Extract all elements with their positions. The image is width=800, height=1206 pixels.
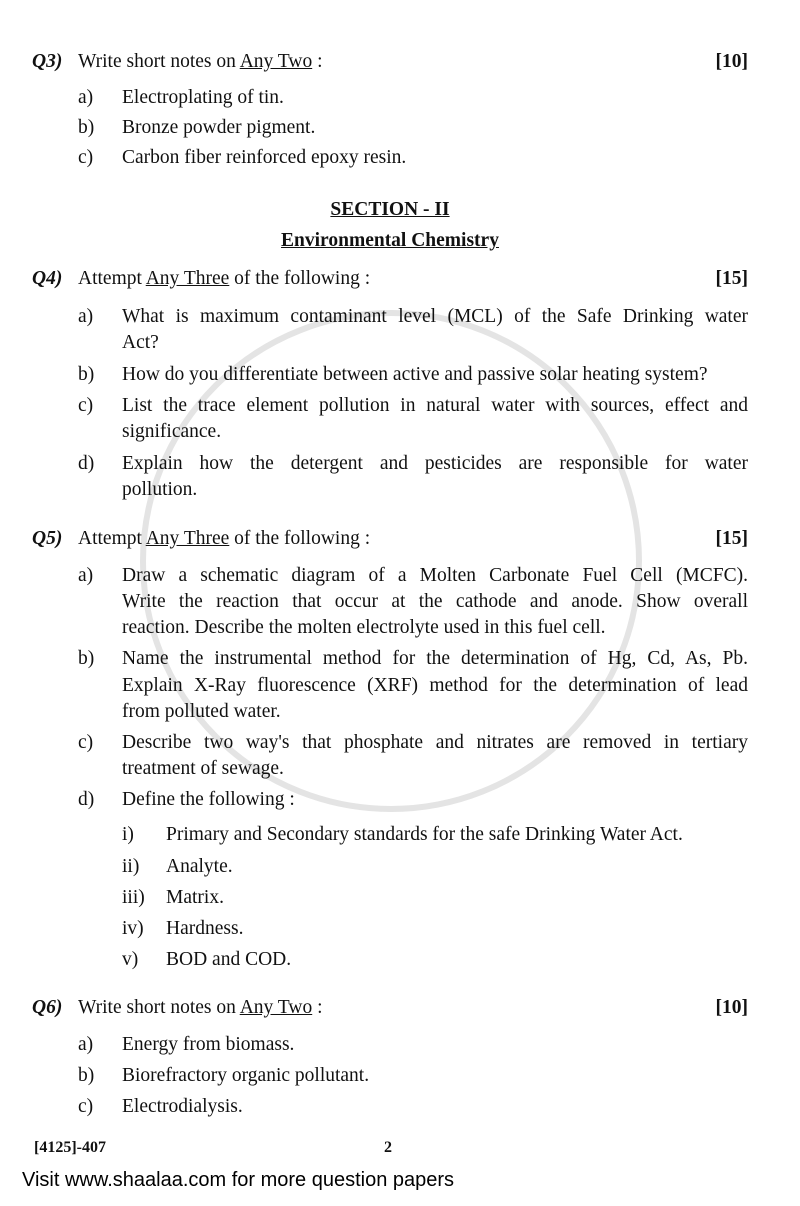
q4-item-c-line: significance. (122, 421, 222, 442)
subitem-text: Primary and Secondary standards for the safe Drinking Water Act. (166, 824, 683, 845)
subitem-text: Hardness. (166, 918, 244, 939)
section-subtitle: Environmental Chemistry (281, 230, 499, 251)
q4-item-a-line: Act? (122, 332, 159, 353)
item-label: d) (78, 453, 95, 474)
section-title: SECTION - II (330, 199, 450, 220)
item-label: a) (78, 1034, 94, 1055)
item-label: b) (78, 364, 95, 385)
q4-item-b-line: How do you differentiate between active and passive solar heating system? (122, 364, 708, 385)
item-label: c) (78, 147, 94, 168)
item-label: a) (78, 87, 94, 108)
q5-instruction: Attempt Any Three of the following : (78, 528, 371, 549)
item-label: a) (78, 306, 94, 327)
q6-number: Q6) (32, 997, 63, 1018)
paper-code: [4125]-407 (34, 1139, 106, 1156)
q5-item-a-line: reaction. Describe the molten electrolyte used in this fuel cell. (122, 617, 606, 638)
q4-item-d-line: Explain how the detergent and pesticides are responsible for water (122, 453, 748, 474)
q3-marks: [10] (715, 51, 748, 72)
q3-number: Q3) (32, 51, 63, 72)
item-label: b) (78, 648, 95, 669)
subitem-text: Matrix. (166, 887, 224, 908)
q3-item-a: Electroplating of tin. (122, 87, 284, 108)
page-number: 2 (384, 1139, 392, 1156)
subitem-label: v) (122, 949, 139, 970)
q4-instruction: Attempt Any Three of the following : (78, 268, 371, 289)
q4-item-c-line: List the trace element pollution in natural water with sources, effect and (122, 395, 748, 416)
q5-item-b-line: Name the instrumental method for the determination of Hg, Cd, As, Pb. (122, 648, 748, 669)
q3-item-c: Carbon fiber reinforced epoxy resin. (122, 147, 407, 168)
q3-instruction: Write short notes on Any Two : (78, 51, 323, 72)
subitem-label: i) (122, 824, 134, 845)
q4-number: Q4) (32, 268, 63, 289)
q5-item-b-line: Explain X-Ray fluorescence (XRF) method for the determination of lead (122, 675, 748, 696)
q6-instruction: Write short notes on Any Two : (78, 997, 323, 1018)
q6-marks: [10] (715, 997, 748, 1018)
q5-item-c-line: Describe two way's that phosphate and nitrates are removed in tertiary (122, 732, 748, 753)
item-label: d) (78, 789, 95, 810)
item-label: c) (78, 732, 94, 753)
subitem-label: ii) (122, 856, 140, 877)
q3-item-b: Bronze powder pigment. (122, 117, 316, 138)
item-label: a) (78, 565, 94, 586)
q5-marks: [15] (715, 528, 748, 549)
q5-number: Q5) (32, 528, 63, 549)
item-label: b) (78, 1065, 95, 1086)
subitem-text: BOD and COD. (166, 949, 292, 970)
q5-item-a-line: Draw a schematic diagram of a Molten Carbonate Fuel Cell (MCFC). (122, 565, 748, 586)
q4-item-a-line: What is maximum contaminant level (MCL) of the Safe Drinking water (122, 306, 748, 327)
q5-item-b-line: from polluted water. (122, 701, 281, 722)
q6-item-b: Biorefractory organic pollutant. (122, 1065, 370, 1086)
subitem-text: Analyte. (166, 856, 233, 877)
q5-item-d-line: Define the following : (122, 789, 295, 810)
q6-item-a: Energy from biomass. (122, 1034, 295, 1055)
q6-item-c: Electrodialysis. (122, 1096, 243, 1117)
subitem-label: iii) (122, 887, 145, 908)
item-label: c) (78, 1096, 94, 1117)
item-label: c) (78, 395, 94, 416)
q5-item-c-line: treatment of sewage. (122, 758, 284, 779)
item-label: b) (78, 117, 95, 138)
q5-item-a-line: Write the reaction that occur at the cathode and anode. Show overall (122, 591, 748, 612)
q4-marks: [15] (715, 268, 748, 289)
q4-item-d-line: pollution. (122, 479, 198, 500)
subitem-label: iv) (122, 918, 144, 939)
visit-banner: Visit www.shaalaa.com for more question papers (22, 1169, 455, 1191)
